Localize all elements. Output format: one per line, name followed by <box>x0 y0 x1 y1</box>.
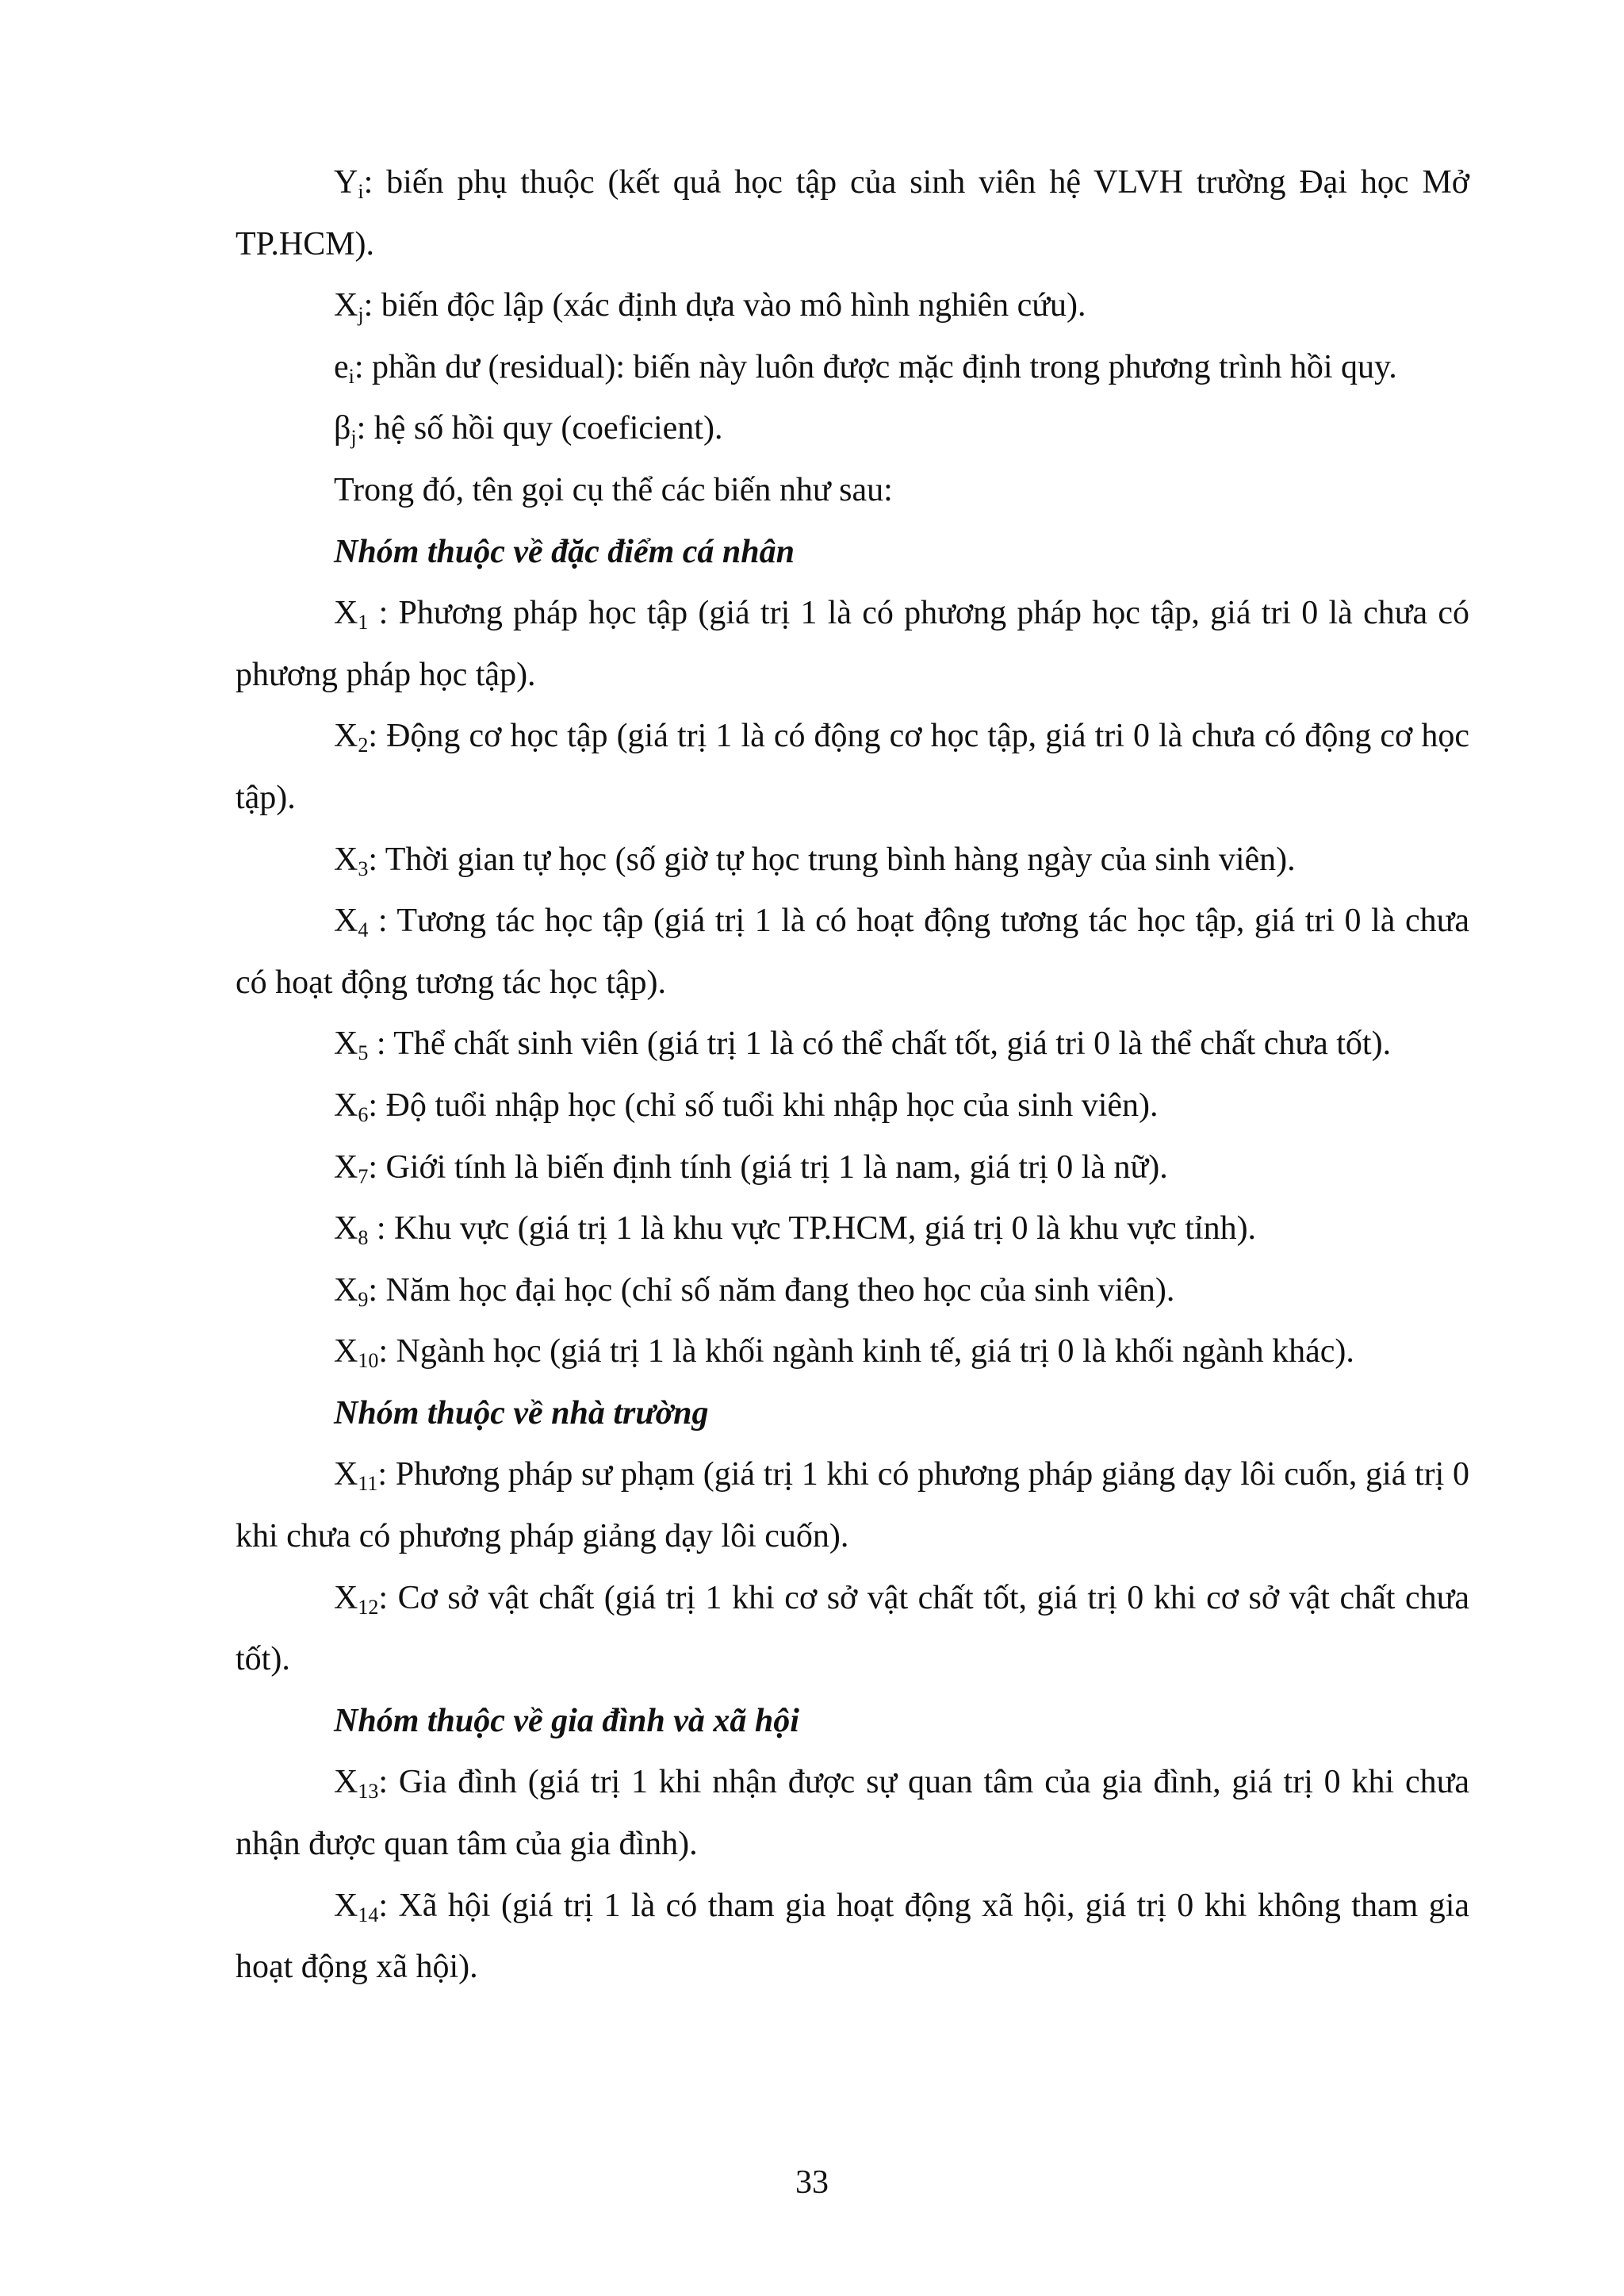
variable-subscript: 9 <box>358 1287 369 1311</box>
variable-description: : phần dư (residual): biến này luôn được mặc định trong phương trình hồi quy. <box>354 348 1397 385</box>
variable-definition <box>236 891 1469 1014</box>
variable-subscript: i <box>358 180 364 203</box>
variable-definition <box>236 706 1469 829</box>
variable-subscript: j <box>350 426 357 450</box>
variable-symbol: X <box>334 903 358 940</box>
variable-definition <box>236 398 1469 460</box>
variable-description: : Gia đình (giá trị 1 khi nhận được sự quan tâm của gia đình, giá trị 0 khi chưa nhận được quan tâm của gia đình). <box>236 1764 1469 1863</box>
variable-definition <box>236 1014 1469 1075</box>
variable-description: : biến phụ thuộc (kết quả học tập của sinh viên hệ VLVH trường Đại học Mở TP.HCM). <box>236 164 1469 263</box>
variable-description: : Năm học đại học (chỉ số năm đang theo học của sinh viên). <box>368 1271 1175 1309</box>
variable-definition <box>236 1321 1469 1383</box>
variable-subscript: 3 <box>358 857 369 880</box>
variable-subscript: 13 <box>358 1780 379 1803</box>
variable-description: : Ngành học (giá trị 1 là khối ngành kinh tế, giá trị 0 là khối ngành khác). <box>378 1333 1354 1370</box>
variable-symbol: X <box>334 1210 358 1248</box>
variable-description: : Tương tác học tập (giá trị 1 là có hoạt động tương tác học tập, giá tri 0 là chưa có hoạt động tương tác học tập). <box>236 903 1469 1001</box>
variable-subscript: 2 <box>358 734 369 757</box>
variable-subscript: 11 <box>358 1472 378 1496</box>
variable-symbol: X <box>334 1271 358 1309</box>
variable-description: : Phương pháp học tập (giá trị 1 là có phương pháp học tập, giá tri 0 là chưa có phương pháp học tập). <box>236 595 1469 693</box>
variable-symbol: X <box>334 1148 358 1186</box>
section-heading: Nhóm thuộc về đặc điểm cá nhân <box>334 533 795 570</box>
variable-description: : Xã hội (giá trị 1 là có tham gia hoạt động xã hội, giá trị 0 khi không tham gia hoạt động xã hội). <box>236 1887 1469 1986</box>
variable-subscript: 12 <box>358 1595 379 1619</box>
variable-definition <box>236 1137 1469 1199</box>
page-number: 33 <box>795 2164 829 2201</box>
variable-definition <box>236 337 1469 399</box>
variable-symbol: X <box>334 1579 358 1616</box>
variable-definition <box>236 1444 1469 1567</box>
variable-subscript: 4 <box>358 918 369 942</box>
variable-subscript: 14 <box>358 1903 379 1926</box>
variable-subscript: j <box>358 303 364 327</box>
variable-symbol: e <box>334 348 349 385</box>
page-body <box>236 152 1469 1999</box>
variable-subscript: i <box>348 364 354 388</box>
variable-subscript: 5 <box>358 1041 369 1065</box>
variable-description: : hệ số hồi quy (coeficient). <box>356 410 723 447</box>
section-heading: Nhóm thuộc về nhà trường <box>334 1394 709 1432</box>
variable-symbol: X <box>334 1025 358 1063</box>
variable-definition <box>236 152 1469 275</box>
variable-description: : Khu vực (giá trị 1 là khu vực TP.HCM, giá trị 0 là khu vực tỉnh). <box>368 1210 1257 1248</box>
variable-definition <box>236 1752 1469 1875</box>
variable-symbol: X <box>334 1887 358 1924</box>
variable-description: : biến độc lập (xác định dựa vào mô hình nghiên cứu). <box>363 287 1086 324</box>
variable-description: : Động cơ học tập (giá trị 1 là có động cơ học tập, giá tri 0 là chưa có động cơ học tập). <box>236 718 1469 816</box>
variable-symbol: X <box>334 1456 358 1493</box>
variable-symbol: X <box>334 1087 358 1124</box>
variable-definition <box>236 1260 1469 1322</box>
body-paragraph: Trong đó, tên gọi cụ thể các biến như sau: <box>334 471 893 508</box>
variable-definition <box>236 583 1469 706</box>
variable-subscript: 6 <box>358 1102 369 1126</box>
variable-subscript: 7 <box>358 1164 369 1188</box>
variable-subscript: 8 <box>358 1226 369 1250</box>
variable-definition <box>236 1075 1469 1137</box>
variable-description: : Độ tuổi nhập học (chỉ số tuổi khi nhập học của sinh viên). <box>368 1087 1159 1124</box>
variable-symbol: X <box>334 1764 358 1801</box>
variable-definition <box>236 1198 1469 1260</box>
variable-definition <box>236 1876 1469 1999</box>
variable-definition <box>236 1568 1469 1691</box>
variable-symbol: Y <box>334 164 358 201</box>
variable-symbol: X <box>334 287 358 324</box>
variable-description: : Giới tính là biến định tính (giá trị 1 là nam, giá trị 0 là nữ). <box>368 1148 1168 1186</box>
variable-symbol: X <box>334 595 358 632</box>
variable-description: : Thời gian tự học (số giờ tự học trung bình hàng ngày của sinh viên). <box>368 841 1296 878</box>
variable-definition <box>236 830 1469 891</box>
variable-symbol: X <box>334 1333 358 1370</box>
variable-description: : Thể chất sinh viên (giá trị 1 là có thể chất tốt, giá tri 0 là thể chất chưa tốt). <box>368 1025 1392 1063</box>
variable-description: : Phương pháp sư phạm (giá trị 1 khi có phương pháp giảng dạy lôi cuốn, giá trị 0 khi chưa có phương pháp giảng dạy lôi cuốn). <box>236 1456 1469 1555</box>
variable-symbol: β <box>334 410 351 447</box>
variable-symbol: X <box>334 718 358 755</box>
variable-subscript: 10 <box>358 1349 379 1373</box>
variable-description: : Cơ sở vật chất (giá trị 1 khi cơ sở vật chất tốt, giá trị 0 khi cơ sở vật chất chưa tốt). <box>236 1579 1469 1678</box>
variable-definition <box>236 275 1469 337</box>
section-heading: Nhóm thuộc về gia đình và xã hội <box>334 1702 799 1739</box>
variable-symbol: X <box>334 841 358 878</box>
variable-subscript: 1 <box>358 611 369 634</box>
